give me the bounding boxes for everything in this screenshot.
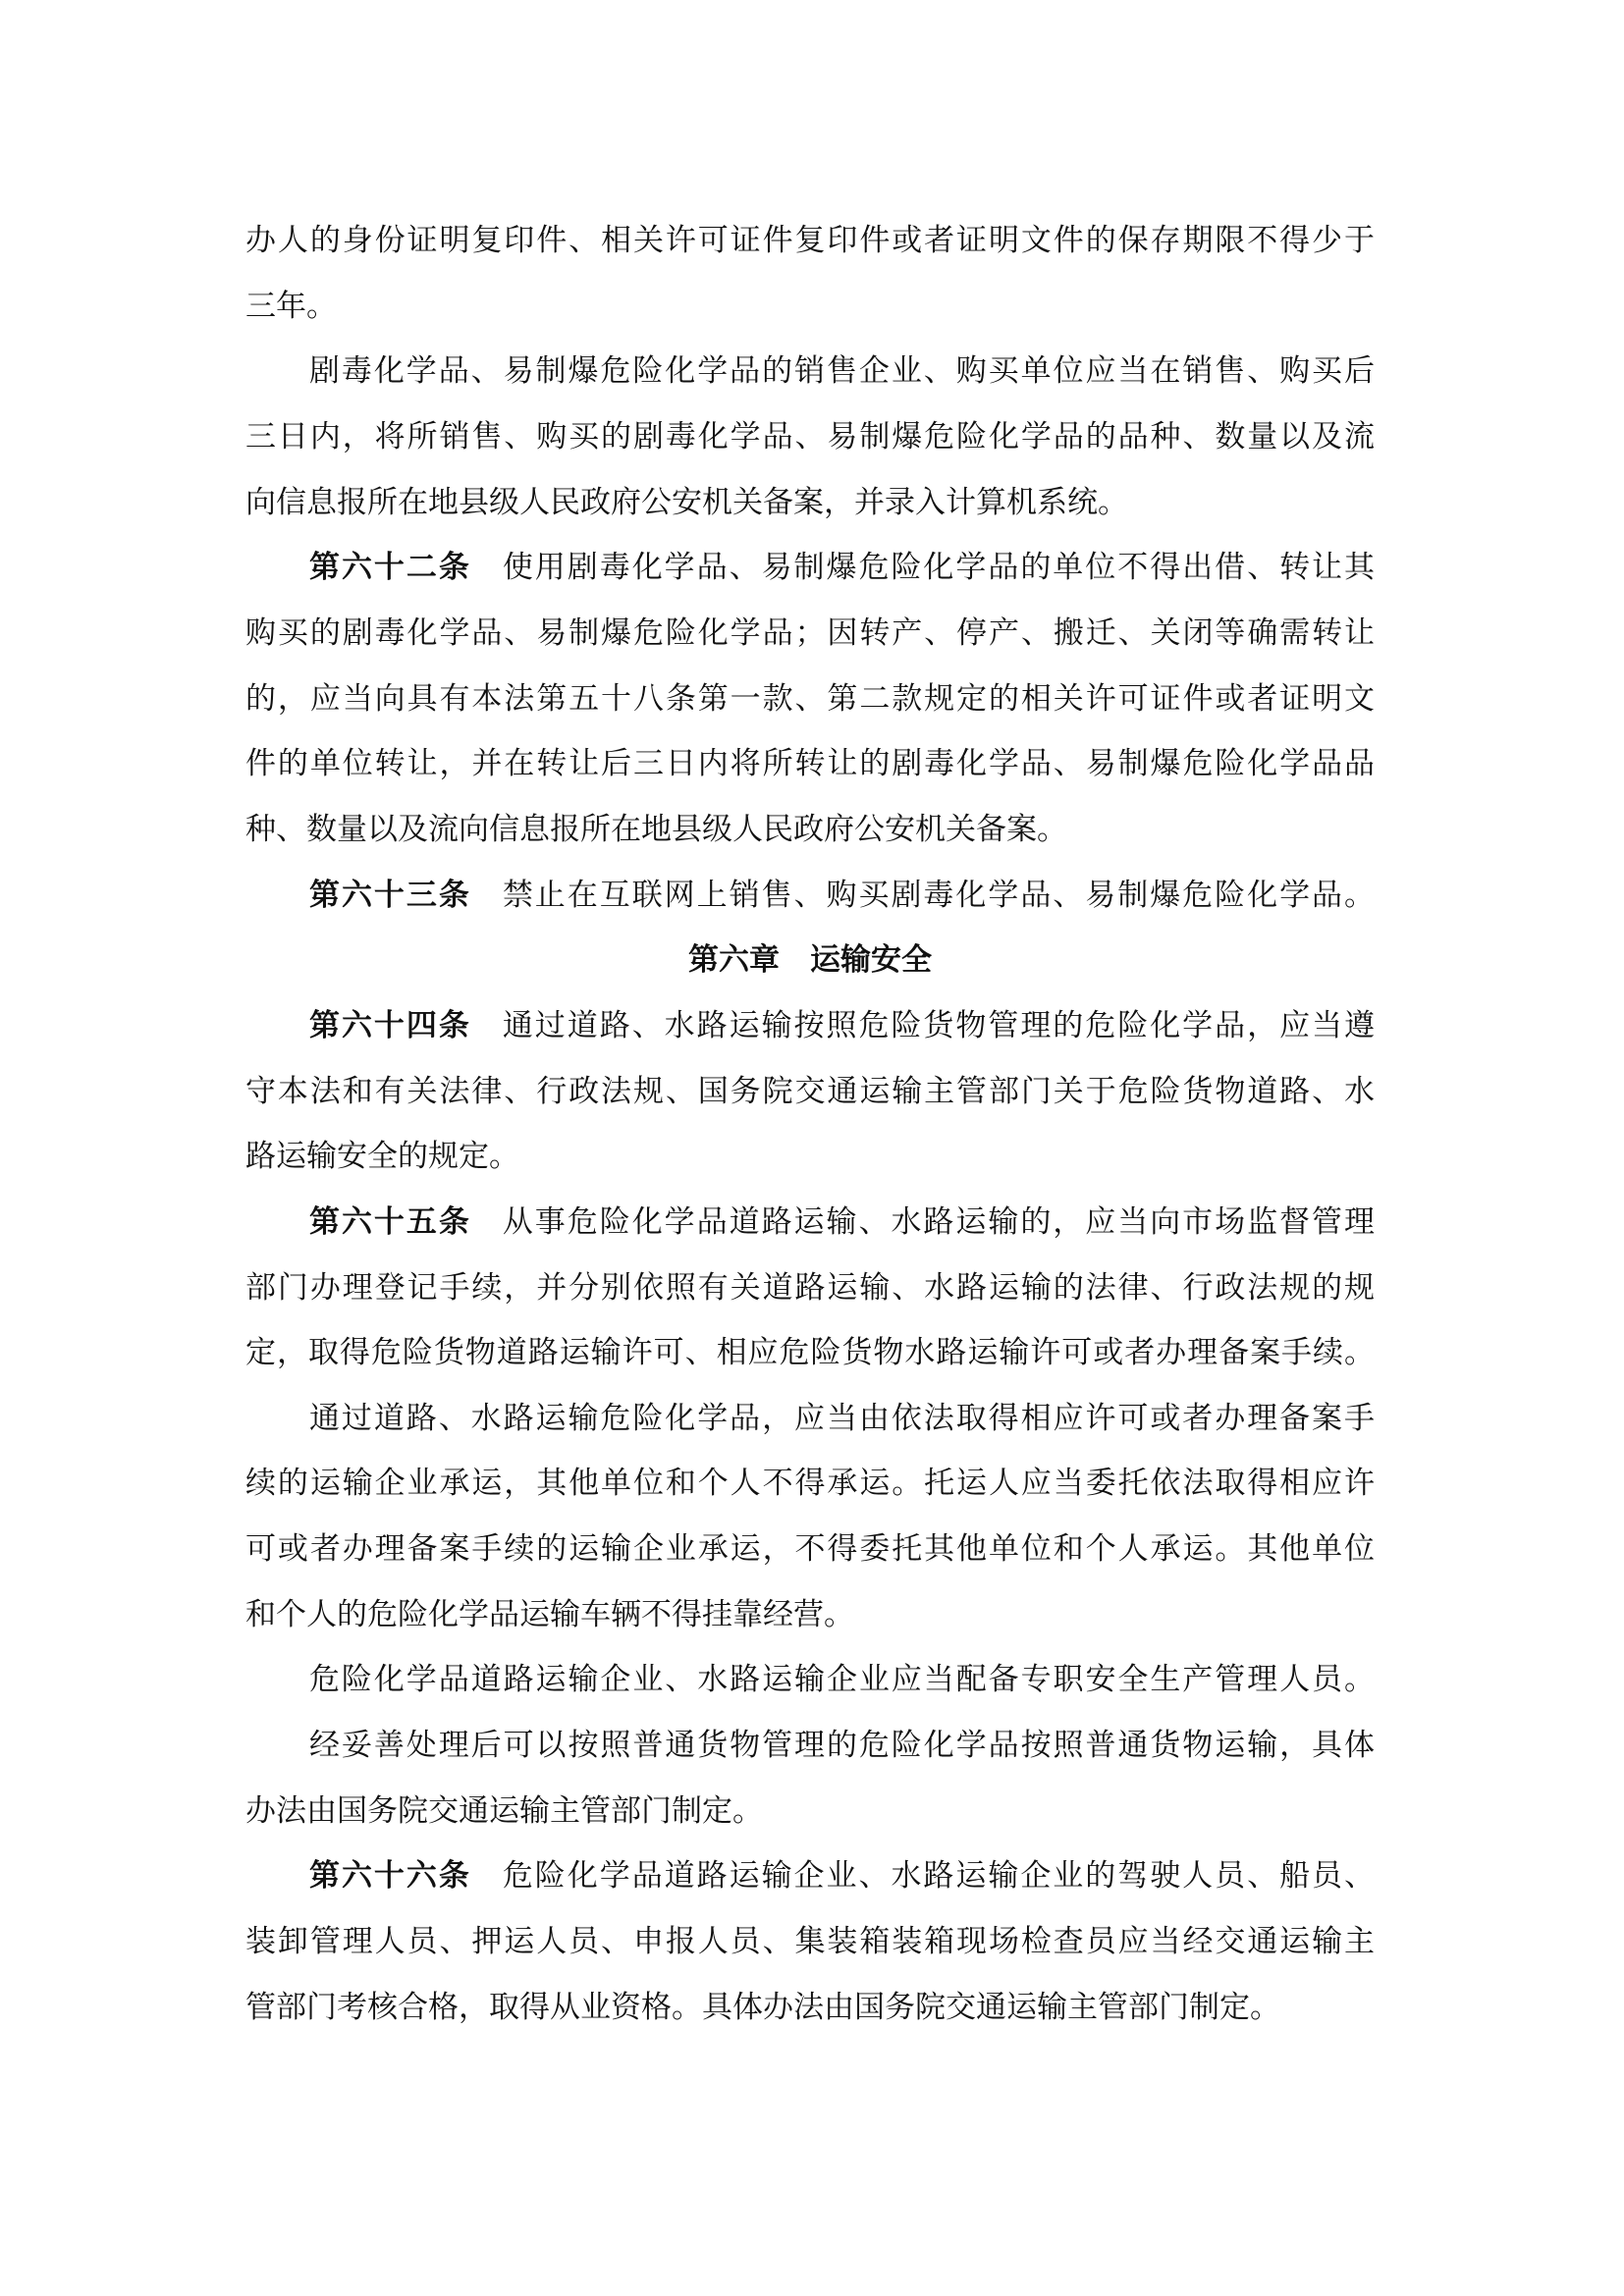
line-text: 的，应当向具有本法第五十八条第一款、第二款规定的相关许可证件或者证明文 (245, 680, 1375, 717)
text-line (245, 1909, 1375, 1975)
article-number: 第六十三条 (309, 877, 471, 913)
line-text: 守本法和有关法律、行政法规、国务院交通运输主管部门关于危险货物道路、水 (245, 1073, 1375, 1109)
paragraph-start-line (245, 339, 1375, 404)
article-65-line (245, 1190, 1375, 1255)
line-text: 向信息报所在地县级人民政府公安机关备案，并录入计算机系统。 (245, 484, 1128, 520)
line-text: 剧毒化学品、易制爆危险化学品的销售企业、购买单位应当在销售、购买后 (309, 353, 1375, 390)
line-text: 使用剧毒化学品、易制爆危险化学品的单位不得出借、转让其 (502, 550, 1376, 586)
text-line (245, 1779, 1375, 1844)
line-text: 通过道路、水路运输危险化学品，应当由依法取得相应许可或者办理备案手 (309, 1400, 1375, 1436)
text-line (245, 1124, 1375, 1190)
line-text: 件的单位转让，并在转让后三日内将所转让的剧毒化学品、易制爆危险化学品品 (245, 746, 1375, 782)
line-text: 通过道路、水路运输按照危险货物管理的危险化学品，应当遵 (502, 1007, 1376, 1043)
line-text: 部门办理登记手续，并分别依照有关道路运输、水路运输的法律、行政法规的规 (245, 1269, 1375, 1306)
line-text: 危险化学品道路运输企业、水路运输企业的驾驶人员、船员、 (502, 1858, 1376, 1895)
article-63-line (245, 863, 1375, 929)
chapter-heading (245, 928, 1375, 993)
text-line (245, 404, 1375, 470)
text-line (245, 1975, 1375, 2041)
line-text: 购买的剧毒化学品、易制爆危险化学品；因转产、停产、搬迁、关闭等确需转让 (245, 614, 1375, 651)
line-text: 三日内，将所销售、购买的剧毒化学品、易制爆危险化学品的品种、数量以及流 (245, 418, 1375, 454)
text-line (245, 208, 1375, 274)
line-text: 从事危险化学品道路运输、水路运输的，应当向市场监督管理 (502, 1203, 1376, 1240)
line-text: 经妥善处理后可以按照普通货物管理的危险化学品按照普通货物运输，具体 (309, 1728, 1375, 1764)
text-line (245, 731, 1375, 797)
line-text: 管部门考核合格，取得从业资格。具体办法由国务院交通运输主管部门制定。 (245, 1989, 1280, 2025)
article-64-line (245, 993, 1375, 1059)
line-text: 和个人的危险化学品运输车辆不得挂靠经营。 (245, 1596, 854, 1632)
article-62-line (245, 535, 1375, 601)
line-text: 三年。 (245, 288, 337, 324)
line-text: 续的运输企业承运，其他单位和个人不得承运。托运人应当委托依法取得相应许 (245, 1466, 1375, 1502)
article-66-line (245, 1843, 1375, 1909)
line-text: 装卸管理人员、押运人员、申报人员、集装箱装箱现场检查员应当经交通运输主 (245, 1924, 1375, 1960)
line-text: 可或者办理备案手续的运输企业承运，不得委托其他单位和个人承运。其他单位 (245, 1531, 1375, 1568)
paragraph-start-line (245, 1647, 1375, 1713)
line-text: 危险化学品道路运输企业、水路运输企业应当配备专职安全生产管理人员。 (309, 1662, 1375, 1698)
line-text: 办法由国务院交通运输主管部门制定。 (245, 1792, 763, 1829)
document-body (245, 208, 1375, 2040)
text-line (245, 1517, 1375, 1582)
text-line (245, 1255, 1375, 1321)
text-line (245, 797, 1375, 863)
line-text: 办人的身份证明复印件、相关许可证件复印件或者证明文件的保存期限不得少于 (245, 223, 1375, 258)
text-line (245, 667, 1375, 732)
chapter-title: 第六章 运输安全 (688, 942, 932, 979)
line-text: 种、数量以及流向信息报所在地县级人民政府公安机关备案。 (245, 811, 1067, 847)
text-line (245, 601, 1375, 667)
paragraph-start-line (245, 1713, 1375, 1779)
text-line (245, 1320, 1375, 1386)
article-number: 第六十四条 (309, 1007, 471, 1043)
article-number: 第六十六条 (309, 1858, 471, 1895)
paragraph-start-line (245, 1386, 1375, 1452)
line-text: 路运输安全的规定。 (245, 1139, 519, 1175)
line-text: 定，取得危险货物道路运输许可、相应危险货物水路运输许可或者办理备案手续。 (245, 1335, 1375, 1371)
article-number: 第六十二条 (309, 550, 471, 586)
text-line (245, 274, 1375, 340)
line-text: 禁止在互联网上销售、购买剧毒化学品、易制爆危险化学品。 (502, 877, 1376, 913)
article-number: 第六十五条 (309, 1203, 471, 1240)
text-line (245, 1059, 1375, 1125)
text-line (245, 1582, 1375, 1648)
text-line (245, 1451, 1375, 1517)
text-line (245, 470, 1375, 536)
